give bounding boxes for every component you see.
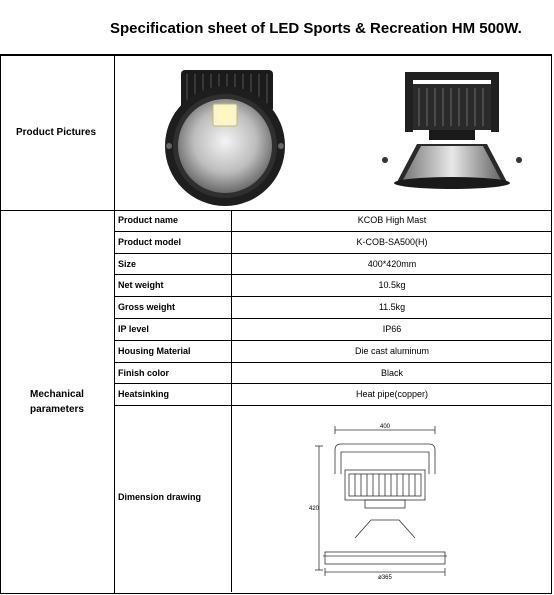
product-front-image xyxy=(145,60,305,210)
dimension-diameter-label: ø365 xyxy=(378,575,392,581)
spec-row-dimension-drawing xyxy=(115,406,552,592)
spec-key: IP level xyxy=(118,323,149,334)
dimension-drawing-image xyxy=(305,420,455,580)
spec-row-finish-color xyxy=(115,363,552,385)
sheet-title: Specification sheet of LED Sports & Recreation HM 500W. xyxy=(110,20,522,37)
spec-row-gross-weight xyxy=(115,297,552,319)
spec-key: Housing Material xyxy=(118,345,191,356)
spec-value: Die cast aluminum xyxy=(354,345,430,356)
product-pictures-label-cell xyxy=(0,56,115,210)
spec-value: Heat pipe(copper) xyxy=(355,389,429,400)
spec-value: KCOB High Mast xyxy=(357,215,427,225)
dimension-width-label: 400 xyxy=(379,424,391,431)
mechanical-label-line2: parameters xyxy=(30,404,84,415)
mechanical-parameters-label xyxy=(0,387,114,417)
spec-row-product-model xyxy=(115,232,552,254)
spec-table xyxy=(115,210,552,592)
spec-key: Finish color xyxy=(118,367,170,378)
spec-row-housing-material xyxy=(115,341,552,363)
spec-key: Dimension drawing xyxy=(118,492,202,503)
spec-row-heatsinking xyxy=(115,384,552,406)
spec-value: K-COB-SA500(H) xyxy=(356,236,428,247)
spec-key: Net weight xyxy=(118,280,164,291)
mechanical-parameters-cell xyxy=(0,210,115,593)
dimension-height-label: 420 xyxy=(309,506,320,513)
spec-key: Size xyxy=(118,258,137,269)
spec-key: Product name xyxy=(118,215,179,225)
spec-key: Gross weight xyxy=(118,302,176,313)
mechanical-label-line1: Mechanical xyxy=(30,389,84,400)
product-pictures-area xyxy=(115,56,552,210)
spec-value: 400*420mm xyxy=(367,258,417,269)
product-pictures-label: Product Pictures xyxy=(16,127,97,138)
spec-key: Heatsinking xyxy=(118,389,170,400)
spec-value: IP66 xyxy=(382,323,402,334)
spec-row-size xyxy=(115,254,552,276)
spec-value: 11.5kg xyxy=(378,302,406,313)
spec-value: Black xyxy=(380,367,403,378)
spec-row-net-weight xyxy=(115,275,552,297)
product-pictures-row xyxy=(0,56,552,211)
spec-row-ip-level xyxy=(115,319,552,341)
spec-row-product-name xyxy=(115,210,552,232)
spec-key: Product model xyxy=(118,236,182,247)
product-side-image xyxy=(377,60,527,210)
spec-value: 10.5kg xyxy=(378,280,406,291)
